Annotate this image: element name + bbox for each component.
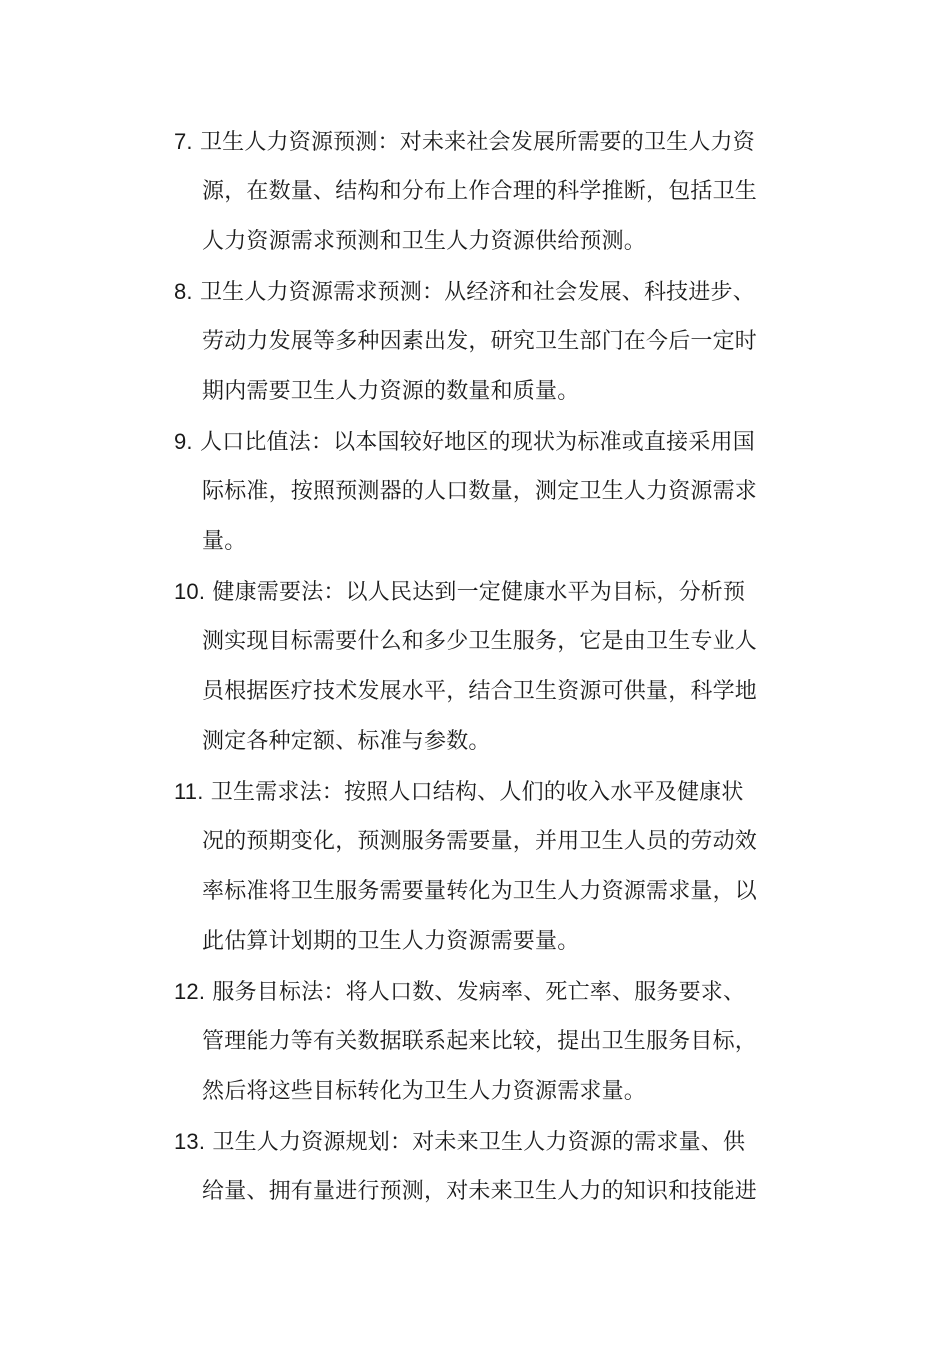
- list-item-11-line-4: 此估算计划期的卫生人力资源需要量。: [202, 929, 580, 954]
- item-text: 健康需要法：以人民达到一定健康水平为目标，分析预: [212, 580, 746, 605]
- list-item-7-line-3: 人力资源需求预测和卫生人力资源供给预测。: [202, 229, 647, 254]
- item-text: 卫生人力资源规划：对未来卫生人力资源的需求量、供: [212, 1130, 746, 1155]
- item-text: 卫生需求法：按照人口结构、人们的收入水平及健康状: [210, 780, 744, 805]
- list-item-7-line-2: 源，在数量、结构和分布上作合理的科学推断，包括卫生: [202, 179, 758, 204]
- list-item-12-first-line: [174, 977, 745, 1008]
- list-item-7-first-line: [174, 127, 755, 158]
- list-item-8-line-2: 劳动力发展等多种因素出发，研究卫生部门在今后一定时: [202, 329, 758, 354]
- item-text: 卫生人力资源需求预测：从经济和社会发展、科技进步、: [199, 280, 755, 305]
- item-number: 11.: [174, 779, 204, 804]
- list-item-9-first-line: [174, 427, 755, 458]
- list-item-8-line-3: 期内需要卫生人力资源的数量和质量。: [202, 379, 580, 404]
- list-item-11-line-3: 率标准将卫生服务需要量转化为卫生人力资源需求量，以: [202, 879, 758, 904]
- item-text: 服务目标法：将人口数、发病率、死亡率、服务要求、: [212, 980, 746, 1005]
- list-item-12-line-3: 然后将这些目标转化为卫生人力资源需求量。: [202, 1079, 647, 1104]
- list-item-10-first-line: [174, 577, 745, 608]
- list-item-8-first-line: [174, 277, 755, 308]
- list-item-10-line-3: 员根据医疗技术发展水平，结合卫生资源可供量，科学地: [202, 679, 758, 704]
- list-item-10-line-2: 测实现目标需要什么和多少卫生服务，它是由卫生专业人: [202, 629, 758, 654]
- item-number: 12.: [174, 979, 206, 1004]
- list-item-11-line-2: 况的预期变化，预测服务需要量，并用卫生人员的劳动效: [202, 829, 758, 854]
- list-item-9-line-3: 量。: [202, 529, 247, 554]
- item-number: 8.: [174, 279, 193, 304]
- item-number: 13.: [174, 1129, 206, 1154]
- list-item-9-line-2: 际标准，按照预测器的人口数量，测定卫生人力资源需求: [202, 479, 758, 504]
- item-number: 10.: [174, 579, 206, 604]
- list-item-10-line-4: 测定各种定额、标准与参数。: [202, 729, 491, 754]
- item-number: 7.: [174, 129, 193, 154]
- list-item-12-line-2: 管理能力等有关数据联系起来比较，提出卫生服务目标，: [202, 1029, 758, 1054]
- item-text: 人口比值法：以本国较好地区的现状为标准或直接采用国: [199, 430, 755, 455]
- list-item-13-line-2: 给量、拥有量进行预测，对未来卫生人力的知识和技能进: [202, 1179, 758, 1204]
- list-item-11-first-line: [174, 777, 744, 808]
- item-number: 9.: [174, 429, 193, 454]
- list-item-13-first-line: [174, 1127, 745, 1158]
- item-text: 卫生人力资源预测：对未来社会发展所需要的卫生人力资: [199, 130, 755, 155]
